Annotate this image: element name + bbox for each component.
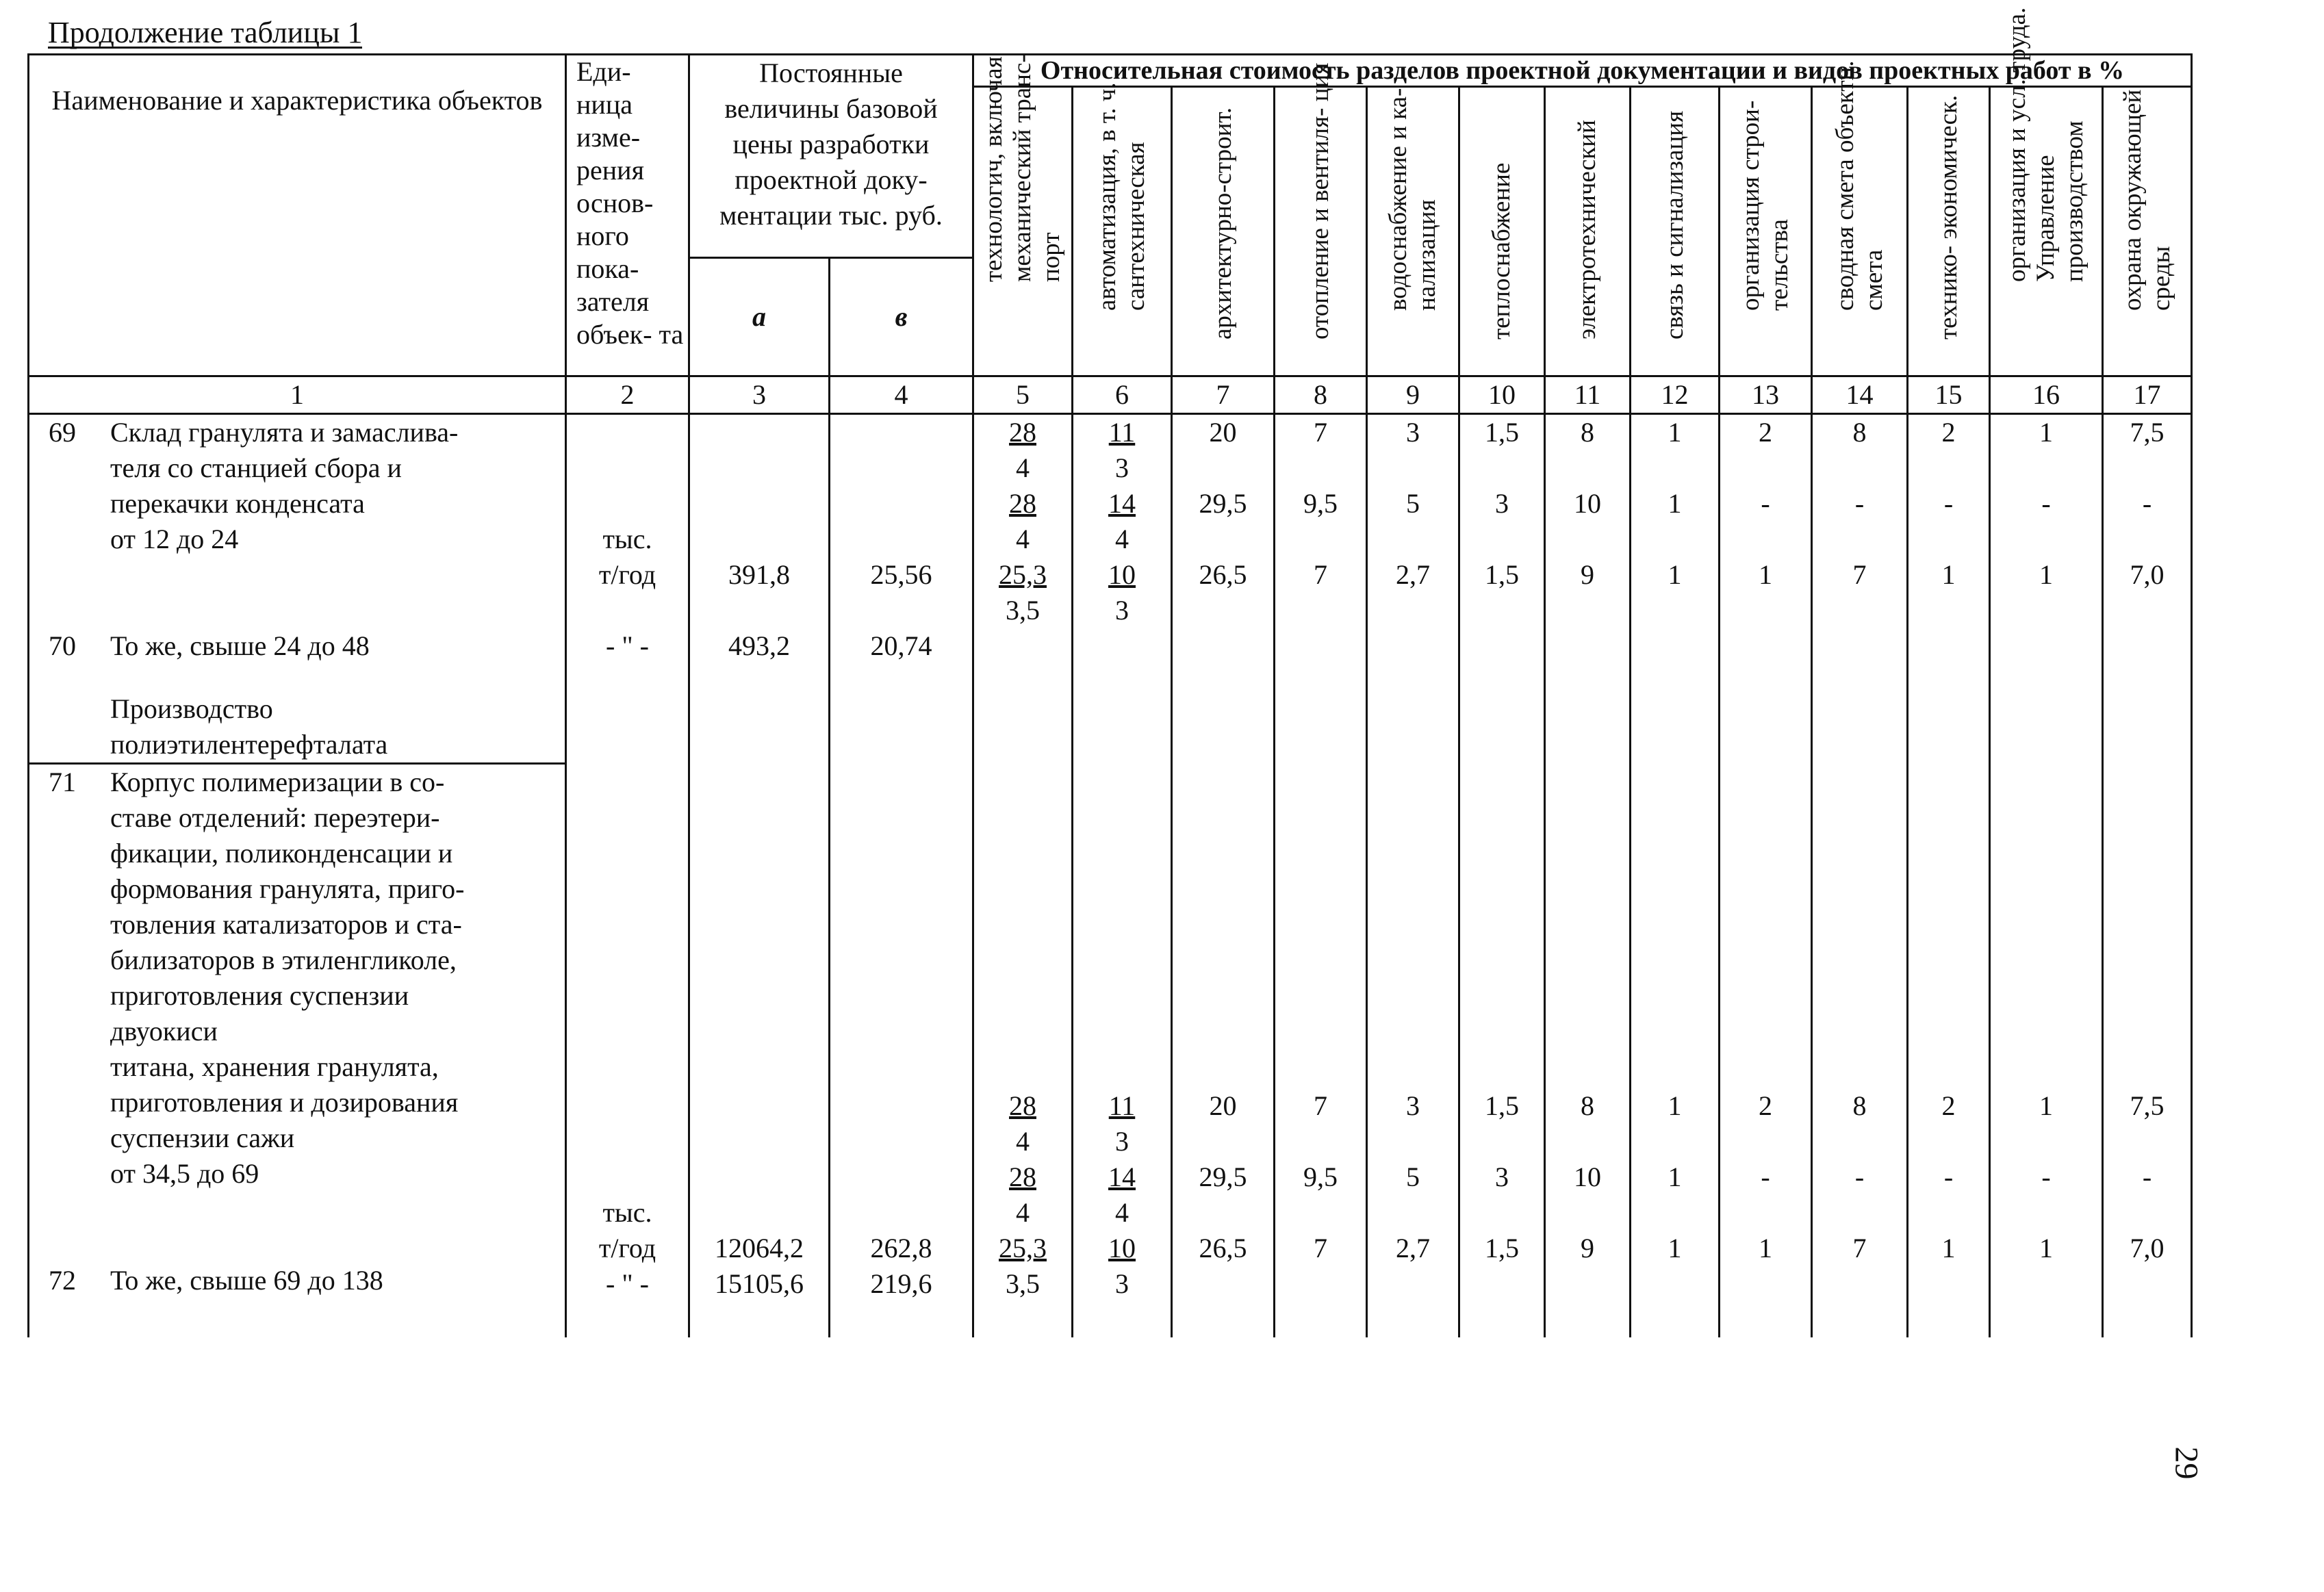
col-number: 10: [1459, 376, 1545, 414]
header-unit: Еди- ница изме- рения основ- ного пока- зателя объек- та: [566, 55, 689, 376]
row-text: Корпус полимеризации в со- ставе отделений: переэтери- фикации, поликонденсации и формования гранулята, приго- товления катализаторов и ста- билизаторов в этиленгликоле, приготовления суспензии двуокиси титана, хранения гранулята, приготовления и дозирования суспензии сажи от 34,5 до 69: [110, 767, 465, 1189]
header-col-13: организация строи- тельства: [1720, 87, 1812, 376]
col-number: 11: [1545, 376, 1631, 414]
row-number: 70: [49, 630, 76, 661]
pct-col-5: 28 4 28 4 25,3 3,5 28 4 28 4 25,3 3,5: [973, 414, 1073, 1338]
col-number: 1: [29, 376, 566, 414]
col-number: 7: [1172, 376, 1275, 414]
header-col-14: сводная смета объектн. смета: [1812, 87, 1908, 376]
col-number: 4: [830, 376, 973, 414]
row-number: 71: [49, 767, 76, 797]
pct-col-6: 11 3 14 4 10 3 11 3 14 4 10 3: [1073, 414, 1172, 1338]
header-col-11: электротехнический: [1545, 87, 1631, 376]
pct-col-11: 8 10 9 8 10 9: [1545, 414, 1631, 1338]
header-col-9: водоснабжение и ка- нализация: [1367, 87, 1459, 376]
row-number: 72: [49, 1265, 76, 1296]
row-text: Склад гранулята и замаслива- теля со станцией сбора и перекачки конденсата от 12 до 24: [110, 417, 459, 554]
col-number: 15: [1908, 376, 1990, 414]
header-col-16: организация и усл. труда. Управление производством: [1990, 87, 2103, 376]
header-b: в: [830, 258, 973, 376]
unit-cell: тыс. т/год - " - тыс. т/год - " -: [566, 414, 689, 1338]
table-body: [29, 414, 2192, 1338]
pct-col-13: 2 - 1 2 - 1: [1720, 414, 1812, 1338]
header-relative: Относительная стоимость разделов проектной документации и видов проектных работ в %: [973, 55, 2192, 87]
header-name: Наименование и характеристика объектов: [29, 55, 566, 376]
table-row: [35, 765, 565, 1263]
names-cell: [29, 414, 566, 1338]
pct-col-12: 1 1 1 1 1 1: [1631, 414, 1720, 1338]
header-col-10: теплоснабжение: [1459, 87, 1545, 376]
col-number: 6: [1073, 376, 1172, 414]
pct-col-17: 7,5 - 7,0 7,5 - 7,0: [2103, 414, 2192, 1338]
col-number: 9: [1367, 376, 1459, 414]
pct-col-15: 2 - 1 2 - 1: [1908, 414, 1990, 1338]
header-a: а: [689, 258, 830, 376]
table-row: [35, 415, 565, 628]
col-number: 14: [1812, 376, 1908, 414]
col-number: 12: [1631, 376, 1720, 414]
row-text: То же, свыше 69 до 138: [110, 1265, 383, 1296]
pct-col-14: 8 - 7 8 - 7: [1812, 414, 1908, 1338]
col-number: 5: [973, 376, 1073, 414]
col-number: 3: [689, 376, 830, 414]
column-numbers-row: [29, 376, 2192, 414]
value-a-cell: 391,8 493,2 12064,2 15105,6: [689, 414, 830, 1338]
header-col-5: технологич, включая механический транс- порт: [973, 87, 1073, 376]
header-col-17: охрана окружающей среды: [2103, 87, 2192, 376]
page-number: 29: [2168, 1446, 2205, 1480]
header-const: Постоянные величины базовой цены разработки проектной доку- ментации тыс. руб.: [689, 55, 973, 258]
pct-col-7: 20 29,5 26,5 20 29,5 26,5: [1172, 414, 1275, 1338]
header-col-15: технико- экономическ.: [1908, 87, 1990, 376]
section-heading: Производство полиэтилентерефталата: [110, 693, 388, 760]
col-number: 13: [1720, 376, 1812, 414]
col-number: 8: [1275, 376, 1367, 414]
header-col-8: отопление и вентиля- ция: [1275, 87, 1367, 376]
table-caption: Продолжение таблицы 1: [48, 16, 363, 49]
pct-col-8: 7 9,5 7 7 9,5 7: [1275, 414, 1367, 1338]
header-col-6: автоматизация, в т. ч. сантехническая: [1073, 87, 1172, 376]
pct-col-10: 1,5 3 1,5 1,5 3 1,5: [1459, 414, 1545, 1338]
section-heading-row: [29, 691, 565, 765]
header-col-12: связь и сигнализация: [1631, 87, 1720, 376]
value-b-cell: 25,56 20,74 262,8 219,6: [830, 414, 973, 1338]
table-row: [35, 628, 565, 664]
pct-col-9: 3 5 2,7 3 5 2,7: [1367, 414, 1459, 1338]
row-text: То же, свыше 24 до 48: [110, 630, 370, 661]
col-number: 2: [566, 376, 689, 414]
col-number: 17: [2103, 376, 2192, 414]
row-number: 69: [49, 417, 76, 448]
table-row: [35, 1263, 565, 1298]
col-number: 16: [1990, 376, 2103, 414]
header-col-7: архитектурно-строит.: [1172, 87, 1275, 376]
pct-col-16: 1 - 1 1 - 1: [1990, 414, 2103, 1338]
